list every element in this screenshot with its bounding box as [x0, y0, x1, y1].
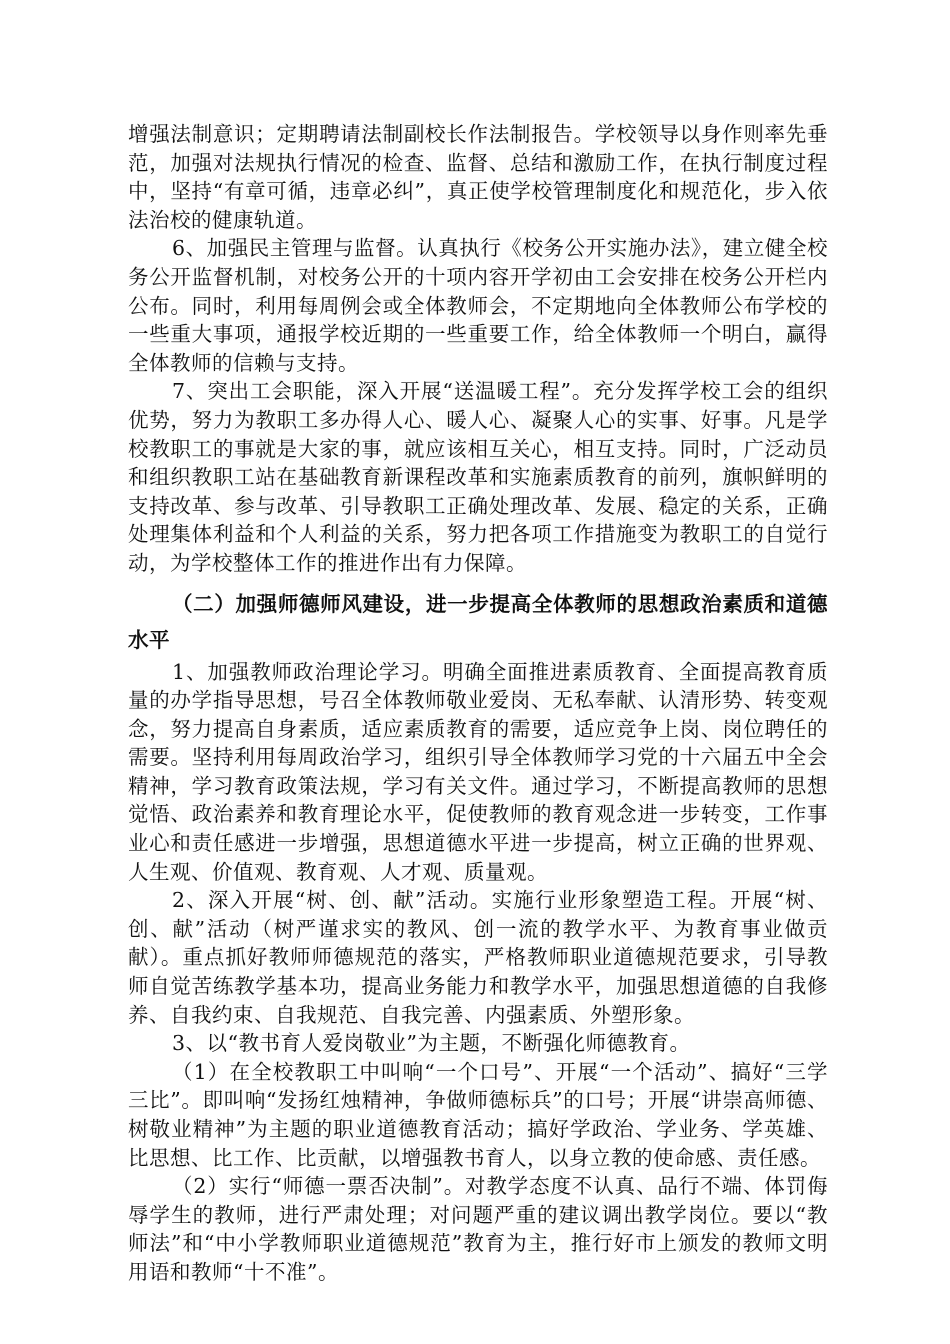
- section-heading: （二）加强师德师风建设，进一步提高全体教师的思想政治素质和道德水平: [128, 591, 828, 652]
- paragraph-rule-of-law: 增强法制意识；定期聘请法制副校长作法制报告。学校领导以身作则率先垂范，加强对法规执行情况的检查、监督、总结和激励工作，在执行制度过程中，坚持“有章可循，违章必纠”，真正使学校管理制度化和规范化，步入依法治校的健康轨道。: [128, 122, 828, 232]
- paragraph-shu-chuang-xian: 2、深入开展“树、创、献”活动。实施行业形象塑造工程。开展“树、创、献”活动（树严谨求实的教风、创一流的教学水平、为教育事业做贡献）。重点抓好教师师德规范的落实，严格教师职业道德规范要求，引导教师自觉苦练教学基本功，提高业务能力和教学水平，加强思想道德的自我修养、自我约束、自我规范、自我完善、内强素质、外塑形象。: [128, 888, 828, 1027]
- paragraph-one-slogan: （1）在全校教职工中叫响“一个口号”、开展“一个活动”、搞好“三学三比”。即叫响“发扬红烛精神，争做师德标兵”的口号；开展“讲崇高师德、树敬业精神”为主题的职业道德教育活动；搞好学政治、学业务、学英雄、比思想、比工作、比贡献，以增强教书育人，以身立教的使命感、责任感。: [128, 1059, 828, 1170]
- paragraph-political-study: 1、加强教师政治理论学习。明确全面推进素质教育、全面提高教育质量的办学指导思想，号召全体教师敬业爱岗、无私奉献、认清形势、转变观念，努力提高自身素质，适应素质教育的需要，适应竞争上岗、岗位聘任的需要。坚持利用每周政治学习，组织引导全体教师学习党的十六届五中全会精神，学习教育政策法规，学习有关文件。通过学习，不断提高教师的思想觉悟、政治素养和教育理论水平，促使教师的教育观念进一步转变，工作事业心和责任感进一步增强，思想道德水平进一步提高，树立正确的世界观、人生观、价值观、教育观、人才观、质量观。: [128, 659, 828, 884]
- paragraph-veto-system: （2）实行“师德一票否决制”。对教学态度不认真、品行不端、体罚侮辱学生的教师，进行严肃处理；对问题严重的建议调出教学岗位。要以“教师法”和“中小学教师职业道德规范”教育为主，推行好市上颁发的教师文明用语和教师“十不准”。: [128, 1174, 828, 1284]
- paragraph-ethics-education: 3、以“教书育人爱岗敬业”为主题，不断强化师德教育。: [172, 1031, 691, 1056]
- document-page: [128, 120, 828, 1287]
- paragraph-union-function: 7、突出工会职能，深入开展“送温暖工程”。充分发挥学校工会的组织优势，努力为教职工多办得人心、暖人心、凝聚人心的实事、好事。凡是学校教职工的事就是大家的事，就应该相互关心，相互支持。同时，广泛动员和组织教职工站在基础教育新课程改革和实施素质教育的前列，旗帜鲜明的支持改革、参与改革、引导教职工正确处理改革、发展、稳定的关系，正确处理集体利益和个人利益的关系，努力把各项工作措施变为教职工的自觉行动，为学校整体工作的推进作出有力保障。: [128, 379, 828, 575]
- paragraph-democratic-management: 6、加强民主管理与监督。认真执行《校务公开实施办法》，建立健全校务公开监督机制，对校务公开的十项内容开学初由工会安排在校务公开栏内公布。同时，利用每周例会或全体教师会，不定期地向全体教师公布学校的一些重大事项，通报学校近期的一些重要工作，给全体教师一个明白，赢得全体教师的信赖与支持。: [128, 236, 828, 375]
